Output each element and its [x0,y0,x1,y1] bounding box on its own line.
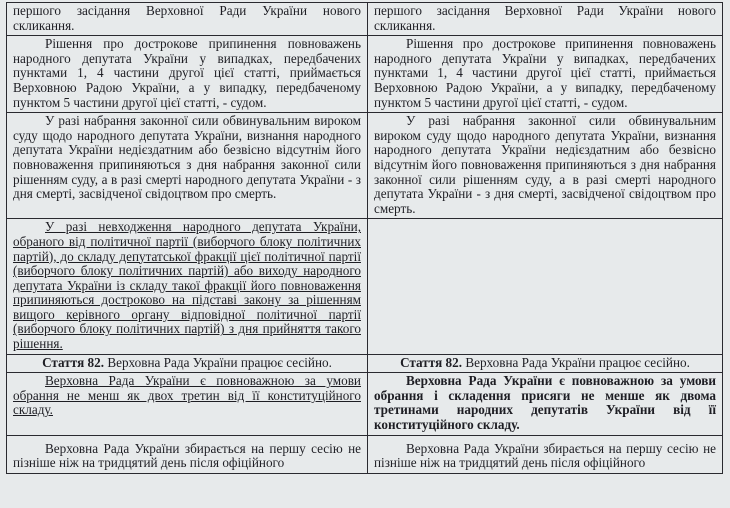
paragraph: У разі набрання законної сили обвинувальним вироком суду щодо народного депутата України, визнання народного депутата України недієздатним або безвісно відсутнім його повноваження припиняються з дня набрання законної сили рішенням суду, а в разі смерті народного депутата України - з дня смерті, засвідченої свідоцтвом про смерть. [13,113,361,202]
right-cell [368,3,723,36]
left-cell [7,373,368,435]
article-heading [374,356,716,371]
table-row [7,373,723,435]
table-row [7,354,723,373]
article-text: Верховна Рада України працює сесійно. [104,354,332,370]
article-heading [13,356,361,371]
right-cell [368,373,723,435]
table-row [7,113,723,219]
paragraph: першого засідання Верховної Ради України нового скликання. [374,3,716,33]
changed-paragraph: Верховна Рада України є повноважною за умови обрання не менш як двох третин від її конституційного складу. [13,373,361,418]
paragraph: У разі набрання законної сили обвинувальним вироком суду щодо народного депутата України, визнання народного депутата України недієздатним або безвісно відсутнім його повноваження припиняються з дня набрання законної сили рішенням суду, а в разі смерті народного депутата України - з дня смерті, засвідченої свідоцтвом про смерть. [374,113,716,216]
right-cell-empty [368,219,723,354]
comparison-table [6,2,723,474]
article-label: Стаття 82. [400,354,463,370]
paragraph: першого засідання Верховної Ради України нового скликання. [13,3,361,33]
paragraph: Верховна Рада України збирається на першу сесію не пізніше ніж на тридцятий день після офіційного [374,440,716,471]
paragraph: Рішення про дострокове припинення повноважень народного депутата України у випадках, передбачених пунктами 1, 4 частини другої цієї статті, приймається Верховною Радою України, а у випадку, передбаченому пунктом 5 частини другої цієї статті, - судом. [13,36,361,110]
right-cell [368,354,723,373]
paragraph: Верховна Рада України збирається на першу сесію не пізніше ніж на тридцятий день після офіційного [13,440,361,471]
changed-paragraph: Верховна Рада України є повноважною за умови обрання і складення присяги не менше як двома третинами народних депутатів України від її конституційного складу. [374,373,716,433]
removed-paragraph: У разі невходження народного депутата України, обраного від політичної партії (виборчого блоку політичних партій), до складу депутатської фракції цієї політичної партії (виборчого блоку політичних партій) або виходу народного депутата України із складу такої фракції його повноваження припиняються достроково на підставі закону за рішенням вищого керівного органу відповідної політичної партії (виборчого блоку політичних партій) з дня прийняття такого рішення. [13,219,361,352]
article-label: Стаття 82. [42,354,105,370]
table-row [7,435,723,473]
table-row [7,219,723,354]
left-cell [7,113,368,219]
right-cell [368,113,723,219]
article-text: Верховна Рада України працює сесійно. [462,354,690,370]
table-row [7,36,723,113]
paragraph: Рішення про дострокове припинення повноважень народного депутата України у випадках, передбачених пунктами 1, 4 частини другої цієї статті, приймається Верховною Радою України, а у випадку, передбаченому пунктом 5 частини другої цієї статті, - судом. [374,36,716,110]
right-cell [368,36,723,113]
left-cell [7,435,368,473]
right-cell [368,435,723,473]
left-cell [7,354,368,373]
table-row [7,3,723,36]
left-cell [7,3,368,36]
left-cell [7,219,368,354]
left-cell [7,36,368,113]
